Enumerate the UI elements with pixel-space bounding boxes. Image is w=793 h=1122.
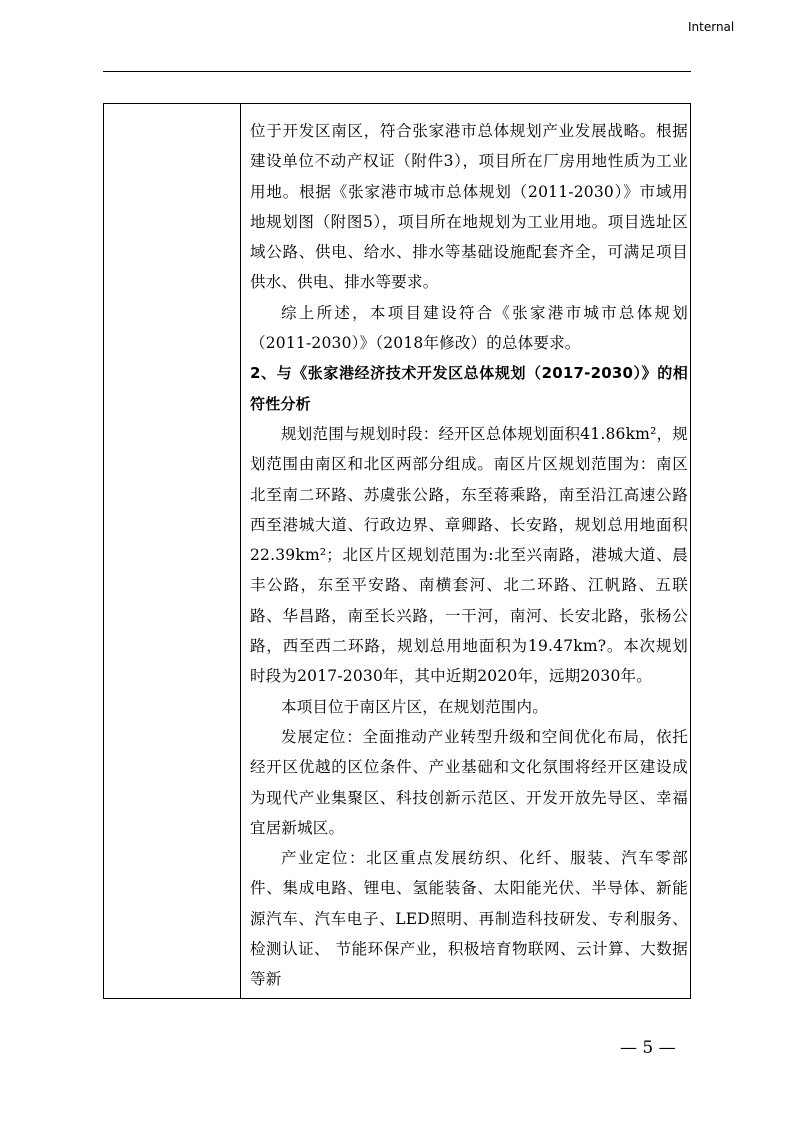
paragraph-industry-positioning: 产业定位：北区重点发展纺织、化纤、服装、汽车零部件、集成电路、锂电、氢能装备、太阳能光伏、半导体、新能源汽车、汽车电子、LED照明、再制造科技研发、专利服务、检测认证、 节能环保产业，积极培育物联网、云计算、大数据等新 (250, 849, 688, 989)
content-table (103, 103, 691, 999)
paragraph-development-positioning: 发展定位：全面推动产业转型升级和空间优化布局，依托经开区优越的区位条件、产业基础和文化氛围将经开区建设成为现代产业集聚区、科技创新示范区、开发开放先导区、幸福宜居新城区。 (250, 727, 688, 837)
table-content-cell (250, 116, 688, 995)
header-rule (103, 71, 691, 72)
paragraph-project-location: 本项目位于南区片区，在规划范围内。 (281, 697, 548, 716)
section-heading: 2、与《张家港经济技术开发区总体规划（2017-2030）》的相符性分析 (250, 364, 688, 413)
paragraph-summary: 综上所述，本项目建设符合《张家港市城市总体规划（2011-2030）》（2018年修改）的总体要求。 (250, 303, 688, 353)
page-number: — 5 — (620, 1038, 676, 1058)
classification-label: Internal (688, 20, 735, 34)
paragraph-planning-scope: 规划范围与规划时段：经开区总体规划面积41.86km²，规划范围由南区和北区两部分组成。南区片区规划范围为：南区北至南二环路、苏虞张公路，东至蒋乘路，南至沿江高速公路西至港城大道、行政边界、章卿路、长安路，规划总用地面积22.39km²；北区片区规划范围为:北至兴南路，港城大道、晨丰公路，东至平安路、南横套河、北二环路、江帆路、五联路、华昌路，南至长兴路，一干河，南河、长安北路，张杨公路，西至西二环路，规划总用地面积为19.47km?。本次规划时段为2017-2030年，其中近期2020年，远期2030年。 (250, 424, 688, 686)
paragraph-location-analysis: 位于开发区南区，符合张家港市总体规划产业发展战略。根据建设单位不动产权证（附件3），项目所在厂房用地性质为工业用地。根据《张家港市城市总体规划（2011-2030）》市域用地规划图（附图5），项目所在地规划为工业用地。项目选址区域公路、供电、给水、排水等基础设施配套齐全，可满足项目供水、供电、排水等要求。 (250, 122, 688, 292)
column-divider (240, 104, 241, 998)
